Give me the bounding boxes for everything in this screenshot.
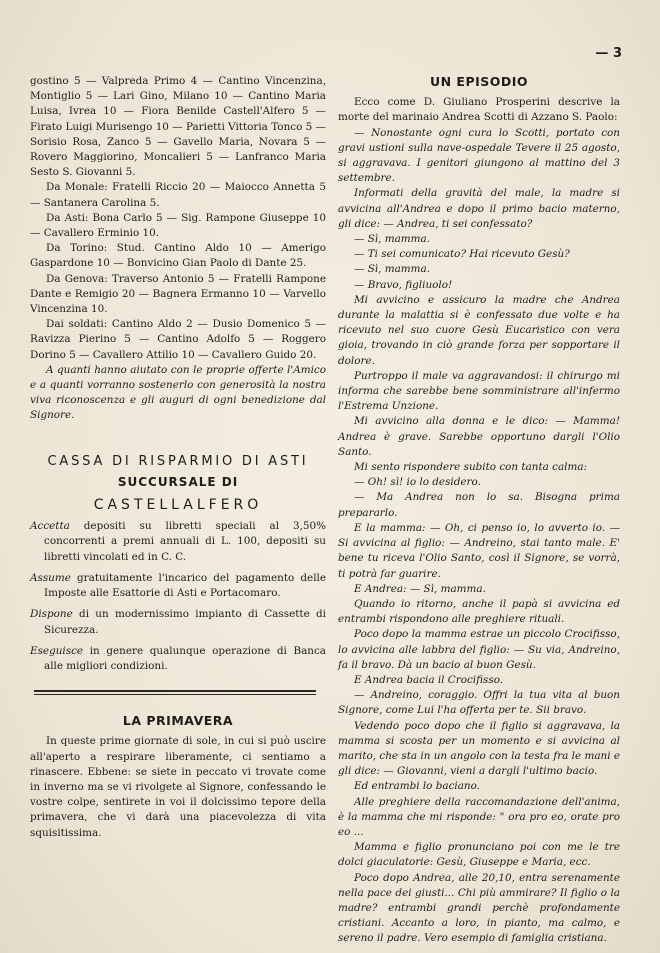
bank-service-verb: Eseguisce xyxy=(30,644,84,657)
bank-branch-town: CASTELLALFERO xyxy=(93,497,263,514)
episode-paragraph: Mi avvicino e assicuro la madre che Andrea durante la malattia si è confessato due volte e ha ricevuto nel suo cuore Gesù Eucaristico con vera gioia, trovando in ciò grande forza per sopportare il dolore. xyxy=(338,293,620,367)
section-divider xyxy=(34,694,316,695)
primavera-text: In queste prime giornate di sole, in cui si può uscire all'aperto a respirare liberamente, ci sentiamo a rinascere. Ebbene: se siete in peccato vi trovate come in inverno ma se vi rivolgete al Signore, confessando le vostre colpe, sentirete in voi il dolcissimo tepore della primavera, che vi darà una piacevolezza di vita squisitissima. xyxy=(30,735,326,839)
bank-service-verb: Assume xyxy=(30,571,71,584)
episode-paragraph: Vedendo poco dopo che il figlio si aggravava, la mamma si scosta per un momento e si avvicina al marito, che sta in un angolo con la testa fra le mani e gli dice: — Giovanni, vieni a dargli l'ultimo bacio. xyxy=(338,719,620,778)
primavera-title: LA PRIMAVERA xyxy=(122,713,234,729)
episode-paragraph: — Sì, mamma. xyxy=(354,263,430,276)
episode-paragraph: E la mamma: — Oh, ci penso io, lo avverto io. — Si avvicina al figlio: — Andreino, stai tanto male. E' bene tu riceva l'Olio Santo, così il Signore, se vorrà, ti potrà far guarire. xyxy=(338,521,620,580)
bank-service-text: in genere qualunque operazione di Banca alle migliori condizioni. xyxy=(44,644,326,672)
right-column xyxy=(338,74,620,947)
bank-service-text: gratuitamente l'incarico del pagamento delle Imposte alle Esattorie di Asti e Portacomaro. xyxy=(44,571,326,600)
episode-paragraph: Quando io ritorno, anche il papà si avvicina ed entrambi rispondono alle preghiere rituali. xyxy=(338,597,620,626)
episode-paragraph: E Andrea bacia il Crocifisso. xyxy=(354,673,504,686)
episode-paragraph: — Sì, mamma. xyxy=(354,233,430,246)
bank-service-text: di un modernissimo impianto di Cassette di Sicurezza. xyxy=(44,608,326,636)
bank-branch-label: SUCCURSALE DI xyxy=(117,474,239,489)
donation-list: Dai soldati: Cantino Aldo 2 — Dusio Domenico 5 — Ravizza Pierino 5 — Cantino Adolfo 5 — Roggero Dorino 5 — Cavallero Attilio 10 — Cavallero Guido 20. xyxy=(30,318,326,361)
episode-paragraph: — Oh! sì! io lo desidero. xyxy=(354,476,481,489)
bank-service xyxy=(30,644,326,674)
episode-paragraph: Ed entrambi lo baciano. xyxy=(354,780,480,793)
episode-intro: Ecco come D. Giuliano Prosperini descrive la morte del marinaio Andrea Scotti di Azzano S. Paolo: xyxy=(338,96,620,124)
bank-service xyxy=(30,571,326,601)
episode-title: UN EPISODIO xyxy=(429,74,529,89)
episode-paragraph: Poco dopo Andrea, alle 20,10, entra serenamente nella pace dei giusti... Chi più ammirare? Il figlio o la madre? entrambi grandi perchè profondamente cristiani. Accanto a loro, in pianto, ma calmo, e sereno il padre. Vero esempio di famiglia cristiana. xyxy=(338,871,620,945)
episode-paragraph: Mi sento rispondere subito con tanta calma: xyxy=(354,461,588,474)
episode-paragraph: Mi avvicino alla donna e le dico: — Mamma! Andrea è grave. Sarebbe opportuno dargli l'Olio Santo. xyxy=(338,415,620,458)
donation-list: Da Monale: Fratelli Riccio 20 — Maiocco Annetta 5 — Santanera Carolina 5. xyxy=(30,181,326,209)
bank-service-text: depositi su libretti speciali al 3,50% concorrenti a premi annuali di L. 100, depositi su libretti vincolati ed in C. C. xyxy=(44,520,326,563)
episode-paragraph: — Andreino, coraggio. Offri la tua vita al buon Signore, come Lui l'ha offerta per te. Sii bravo. xyxy=(338,689,620,717)
bank-name: CASSA DI RISPARMIO DI ASTI xyxy=(47,453,309,469)
bank-service xyxy=(30,519,326,565)
left-column xyxy=(30,74,326,841)
bank-service xyxy=(30,607,326,637)
episode-paragraph: Poco dopo la mamma estrae un piccolo Crocifisso, lo avvicina alle labbra del figlio: — Su via, Andreino, fa il bravo. Dà un bacio al buon Gesù. xyxy=(338,628,620,671)
donation-list: gostino 5 — Valpreda Primo 4 — Cantino Vincenzina, Montiglio 5 — Lari Gino, Milano 10 — Cantino Maria Luisa, Ivrea 10 — Fiora Benilde Castell'Alfero 5 — Firato Luigi Murisengo 10 — Parietti Vittoria Tonco 5 — Sorisio Rosa, Zanco 5 — Gavello Maria, Novara 5 — Rovero Maggiorino, Moncalieri 5 — Lanfranco Maria Sesto S. Giovanni 5. xyxy=(30,75,326,179)
episode-paragraph: — Bravo, figliuolo! xyxy=(354,278,453,291)
episode-paragraph: Mamma e figlio pronunciano poi con me le tre dolci giaculatorie: Gesù, Giuseppe e Maria, ecc. xyxy=(338,841,620,869)
episode-paragraph: Purtroppo il male va aggravandosi: il chirurgo mi informa che sarebbe bene somministrare all'infermo l'Estrema Unzione. xyxy=(338,369,620,413)
donation-list: Da Genova: Traverso Antonio 5 — Fratelli Rampone Dante e Remigio 20 — Bagnera Ermanno 10 — Varvello Vincenzina 10. xyxy=(30,272,326,316)
section-divider xyxy=(34,690,316,692)
episode-paragraph: — Nonostante ogni cura lo Scotti, portato con gravi ustioni sulla nave-ospedale Tevere il 25 agosto, si aggravava. I genitori giungono al mattino del 3 settembre. xyxy=(338,126,620,185)
thanks-paragraph: A quanti hanno aiutato con le proprie offerte l'Amico e a quanti vorranno sostenerlo con generosità la nostra viva riconoscenza e gli auguri di ogni benedizione dal Signore. xyxy=(30,363,326,422)
episode-paragraph: Alle preghiere della raccomandazione dell'anima, è la mamma che mi risponde: " ora pro eo, orate pro eo ... xyxy=(338,795,620,838)
episode-paragraph: — Ti sei comunicato? Hai ricevuto Gesù? xyxy=(354,248,570,261)
bank-advertisement-header xyxy=(30,454,326,514)
episode-paragraph: E Andrea: — Sì, mamma. xyxy=(354,582,486,595)
donation-list: Da Torino: Stud. Cantino Aldo 10 — Amerigo Gaspardone 10 — Bonvicino Gian Paolo di Dante 25. xyxy=(30,242,326,270)
episode-paragraph: — Ma Andrea non lo sa. Bisogna prima prepararlo. xyxy=(338,491,620,519)
page-number: — 3 xyxy=(595,46,622,61)
donation-list: Da Asti: Bona Carlo 5 — Sig. Rampone Giuseppe 10 — Cavallero Erminio 10. xyxy=(30,211,326,240)
bank-service-verb: Accetta xyxy=(30,520,70,533)
episode-paragraph: Informati della gravità del male, la madre si avvicina all'Andrea e dopo il primo bacio materno, gli dice: — Andrea, ti sei confessato? xyxy=(338,187,620,230)
bank-service-verb: Dispone xyxy=(30,608,73,621)
